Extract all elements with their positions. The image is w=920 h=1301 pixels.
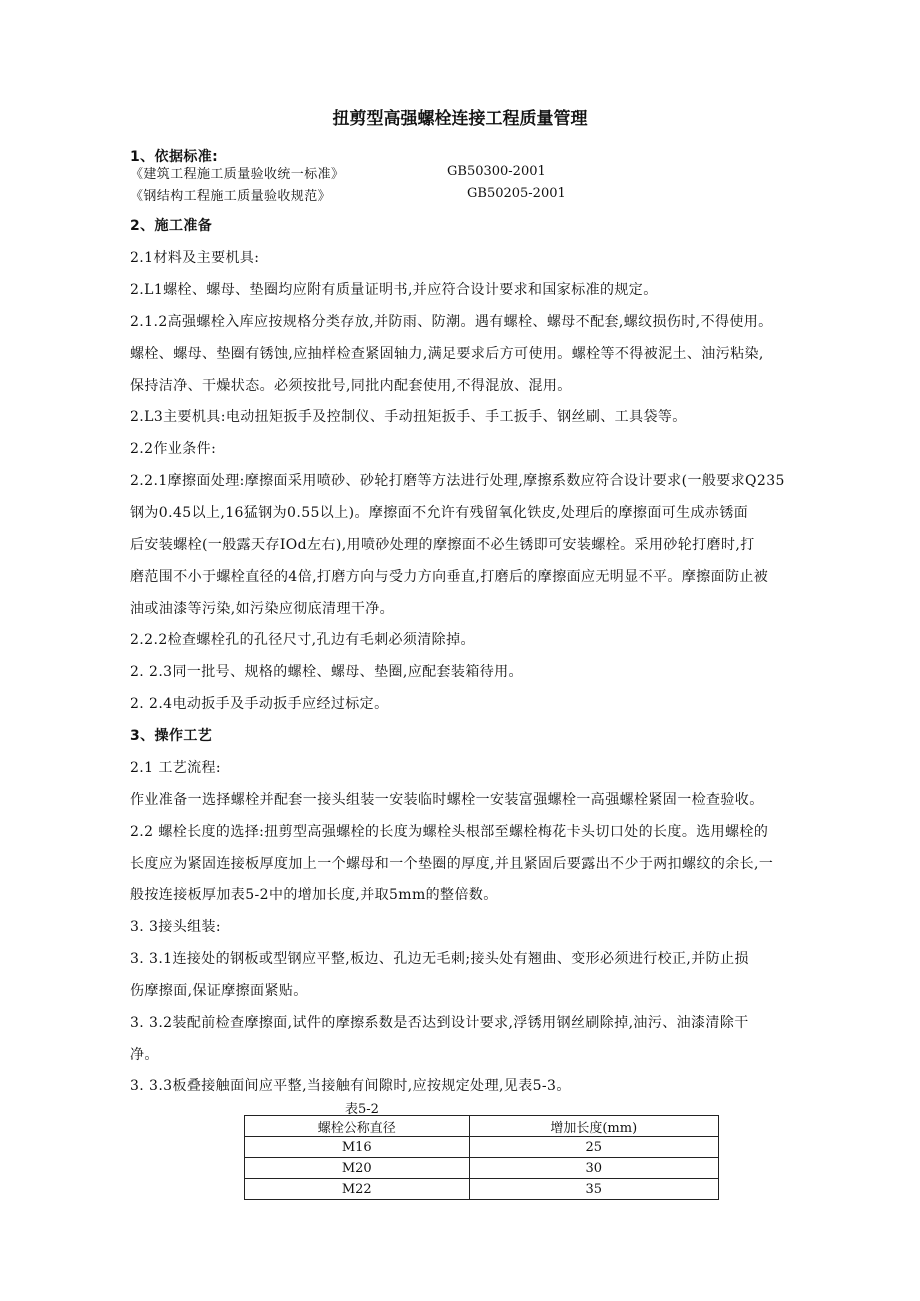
standard-2-code: GB50205-2001 [467, 186, 566, 201]
body-line: 油或油漆等污染,如污染应彻底清理干净。 [130, 601, 395, 617]
section-1-heading: 1、依据标准: [130, 149, 219, 165]
standard-1-code: GB50300-2001 [447, 164, 546, 179]
body-line: 作业准备一选择螺栓并配套一接头组装一安装临时螺栓一安装富强螺栓一高强螺栓紧固一检查验收。 [130, 792, 764, 808]
table-cell: 35 [469, 1179, 719, 1200]
body-line: 2.2.1摩擦面处理:摩擦面采用喷砂、砂轮打磨等方法进行处理,摩擦系数应符合设计要求(一般要求Q235 [130, 473, 785, 489]
table-cell: 25 [469, 1137, 719, 1158]
body-line: 钢为0.45以上,16猛钢为0.55以上)。摩擦面不允许有残留氧化铁皮,处理后的摩擦面可生成赤锈面 [130, 505, 749, 521]
body-line: 净。 [130, 1047, 159, 1063]
body-line: 3. 3.2装配前检查摩擦面,试件的摩擦系数是否达到设计要求,浮锈用钢丝刷除掉,油污、油漆清除干 [130, 1015, 749, 1031]
body-line: 2.L3主要机具:电动扭矩扳手及控制仪、手动扭矩扳手、手工扳手、钢丝刷、工具袋等。 [130, 409, 687, 425]
table-row [245, 1158, 719, 1179]
body-line: 3. 3.3板叠接触面间应平整,当接触有间隙时,应按规定处理,见表5-3。 [130, 1078, 571, 1094]
table-row [245, 1179, 719, 1200]
standard-1-name: 《建筑工程施工质量验收统一标准》 [130, 167, 345, 182]
table-header-row [245, 1116, 719, 1137]
section-2-heading: 2、施工准备 [130, 218, 213, 234]
body-line: 3. 3接头组装: [130, 919, 222, 935]
body-line: 2.2.2检查螺栓孔的孔径尺寸,孔边有毛刺必须清除掉。 [130, 632, 475, 648]
body-line: 般按连接板厚加表5-2中的增加长度,并取5mm的整倍数。 [130, 887, 498, 903]
body-line: 2.2作业条件: [130, 441, 217, 457]
standard-2-name: 《钢结构工程施工质量验收规范》 [130, 189, 332, 204]
body-line: 磨范围不小于螺栓直径的4倍,打磨方向与受力方向垂直,打磨后的摩擦面应无明显不平。摩擦面防止被 [130, 569, 769, 585]
body-line: 3. 3.1连接处的钢板或型钢应平整,板边、孔边无毛刺;接头处有翘曲、变形必须进行校正,并防止损 [130, 951, 749, 967]
body-line: 2.L1螺栓、螺母、垫圈均应附有质量证明书,并应符合设计要求和国家标准的规定。 [130, 282, 658, 298]
body-line: 2.1.2高强螺栓入库应按规格分类存放,并防雨、防潮。遇有螺栓、螺母不配套,螺纹损伤时,不得使用。 [130, 314, 773, 330]
body-line: 伤摩擦面,保证摩擦面紧贴。 [130, 983, 308, 999]
table-row [245, 1137, 719, 1158]
table-cell: M20 [245, 1158, 470, 1179]
table-cell: M16 [245, 1137, 470, 1158]
table-header-cell: 增加长度(mm) [469, 1116, 719, 1137]
table-header-cell: 螺栓公称直径 [245, 1116, 470, 1137]
body-line: 2. 2.4电动扳手及手动扳手应经过标定。 [130, 696, 389, 712]
bolt-length-table [244, 1115, 719, 1200]
body-line: 保持洁净、干燥状态。必须按批号,同批内配套使用,不得混放、混用。 [130, 378, 572, 394]
table-cell: M22 [245, 1179, 470, 1200]
document-title: 扭剪型高强螺栓连接工程质量管理 [332, 109, 588, 129]
table-caption: 表5-2 [345, 1102, 379, 1117]
body-line: 2. 2.3同一批号、规格的螺栓、螺母、垫圈,应配套装箱待用。 [130, 664, 523, 680]
body-line: 2.1材料及主要机具: [130, 250, 260, 266]
body-line: 后安装螺栓(一般露天存IOd左右),用喷砂处理的摩擦面不必生锈即可安装螺栓。采用砂轮打磨时,打 [130, 537, 755, 553]
table-cell: 30 [469, 1158, 719, 1179]
body-line: 2.2 螺栓长度的选择:扭剪型高强螺栓的长度为螺栓头根部至螺栓梅花卡头切口处的长度。选用螺栓的 [130, 824, 769, 840]
section-3-heading: 3、操作工艺 [130, 728, 213, 744]
body-line: 长度应为紧固连接板厚度加上一个螺母和一个垫圈的厚度,并且紧固后要露出不少于两扣螺纹的余长,一 [130, 856, 774, 872]
body-line: 螺栓、螺母、垫圈有锈蚀,应抽样检查紧固轴力,满足要求后方可使用。螺栓等不得被泥土、油污粘染, [130, 346, 764, 362]
body-line: 2.1 工艺流程: [130, 760, 222, 776]
